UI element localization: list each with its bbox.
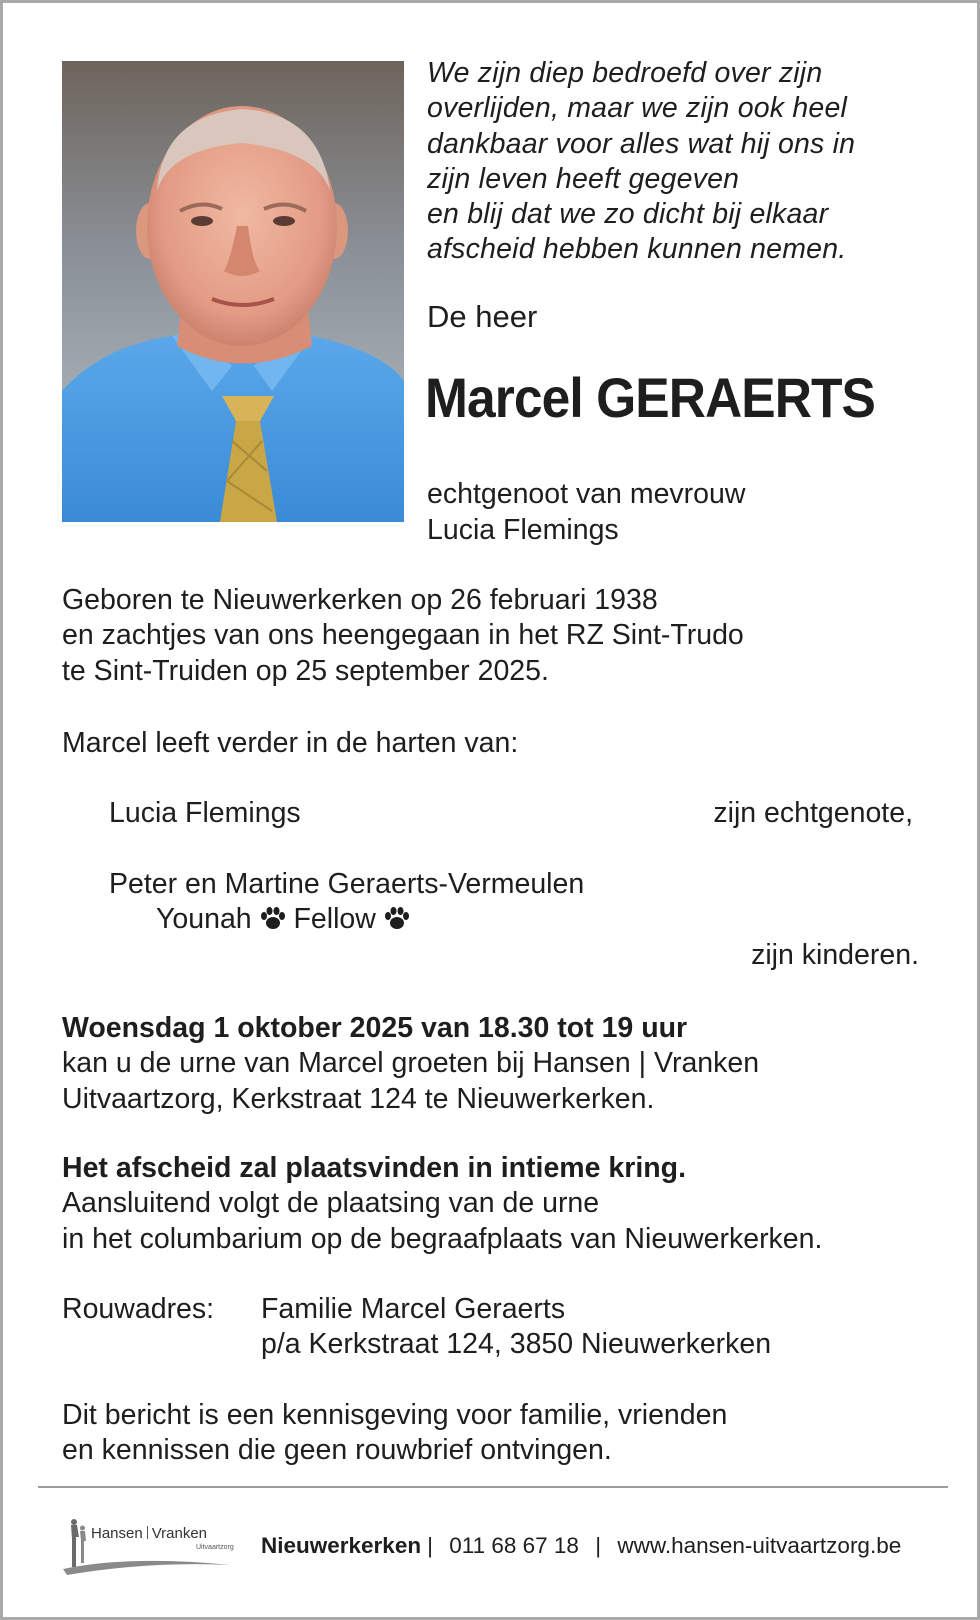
quote-line: en blij dat we zo dicht bij elkaar: [427, 198, 829, 231]
quote-line: dankbaar voor alles wat hij ons in: [427, 127, 856, 160]
footer-separator: |: [427, 1533, 433, 1558]
portrait-photo: [62, 61, 404, 522]
visitation-line: Uitvaartzorg, Kerkstraat 124 te Nieuwerkerken.: [62, 1082, 655, 1115]
paw-icon: [384, 905, 410, 940]
birth-line: en zachtjes van ons heengegaan in het RZ Sint-Trudo: [62, 619, 744, 652]
birth-line: te Sint-Truiden op 25 september 2025.: [62, 654, 549, 687]
paw-icon: [260, 905, 286, 940]
address-label: Rouwadres:: [62, 1293, 215, 1325]
farewell-line: in het columbarium op de begraafplaats van Nieuwerkerken.: [62, 1222, 823, 1255]
spouse-info: [427, 477, 745, 548]
notice-section: [62, 1398, 727, 1469]
quote-line: overlijden, maar we zijn ook heel: [427, 92, 848, 125]
footer-website[interactable]: www.hansen-uitvaartzorg.be: [617, 1533, 902, 1558]
quote-line: We zijn diep bedroefd over zijn: [427, 57, 823, 89]
logo-name-left: Hansen: [91, 1525, 143, 1542]
birth-death-info: [62, 583, 744, 689]
memorial-quote: [427, 56, 947, 268]
quote-line: afscheid hebben kunnen nemen.: [427, 233, 847, 266]
visitation-line: kan u de urne van Marcel groeten bij Hansen | Vranken: [62, 1047, 760, 1080]
logo-subtitle: Uitvaartzorg: [196, 1544, 234, 1551]
honorific: De heer: [427, 299, 538, 334]
footer-phone: 011 68 67 18: [449, 1533, 579, 1558]
relative-spouse-relation: zijn echtgenote,: [713, 797, 913, 829]
visitation-heading: Woensdag 1 oktober 2025 van 18.30 tot 19 uur: [62, 1012, 688, 1044]
quote-line: zijn leven heeft gegeven: [427, 162, 740, 195]
pet-name: Fellow: [293, 903, 376, 935]
footer-divider: [38, 1486, 948, 1488]
address-block: [261, 1292, 771, 1363]
footer-location: Nieuwerkerken: [261, 1533, 422, 1558]
funeral-home-logo: [61, 1517, 246, 1579]
notice-line: Dit bericht is een kennisgeving voor familie, vrienden: [62, 1399, 728, 1431]
relative-children-relation: zijn kinderen.: [751, 939, 919, 971]
pets-line: [156, 902, 410, 940]
spouse-line: Lucia Flemings: [427, 513, 619, 546]
notice-line: en kennissen die geen rouwbrief ontvingen.: [62, 1434, 612, 1467]
logo-wordmark: [91, 1525, 207, 1542]
farewell-section: [62, 1151, 822, 1257]
farewell-heading: Het afscheid zal plaatsvinden in intieme kring.: [62, 1152, 686, 1184]
deceased-name: Marcel GERAERTS: [425, 366, 876, 429]
footer-contact: [261, 1533, 901, 1559]
visitation-section: [62, 1011, 759, 1117]
address-line: p/a Kerkstraat 124, 3850 Nieuwerkerken: [261, 1328, 772, 1361]
pet-name: Younah: [156, 903, 252, 935]
logo-separator: [147, 1526, 148, 1539]
address-line: Familie Marcel Geraerts: [261, 1293, 566, 1325]
logo-name-right: Vranken: [151, 1525, 208, 1542]
relative-spouse-name: Lucia Flemings: [109, 797, 301, 829]
birth-line: Geboren te Nieuwerkerken op 26 februari 1938: [62, 584, 658, 616]
relative-children-names: Peter en Martine Geraerts-Vermeulen: [109, 868, 585, 900]
lives-on-line: Marcel leeft verder in de harten van:: [62, 727, 519, 759]
spouse-line: echtgenoot van mevrouw: [427, 478, 746, 510]
farewell-line: Aansluitend volgt de plaatsing van de urne: [62, 1187, 600, 1220]
footer-separator: |: [595, 1533, 602, 1558]
